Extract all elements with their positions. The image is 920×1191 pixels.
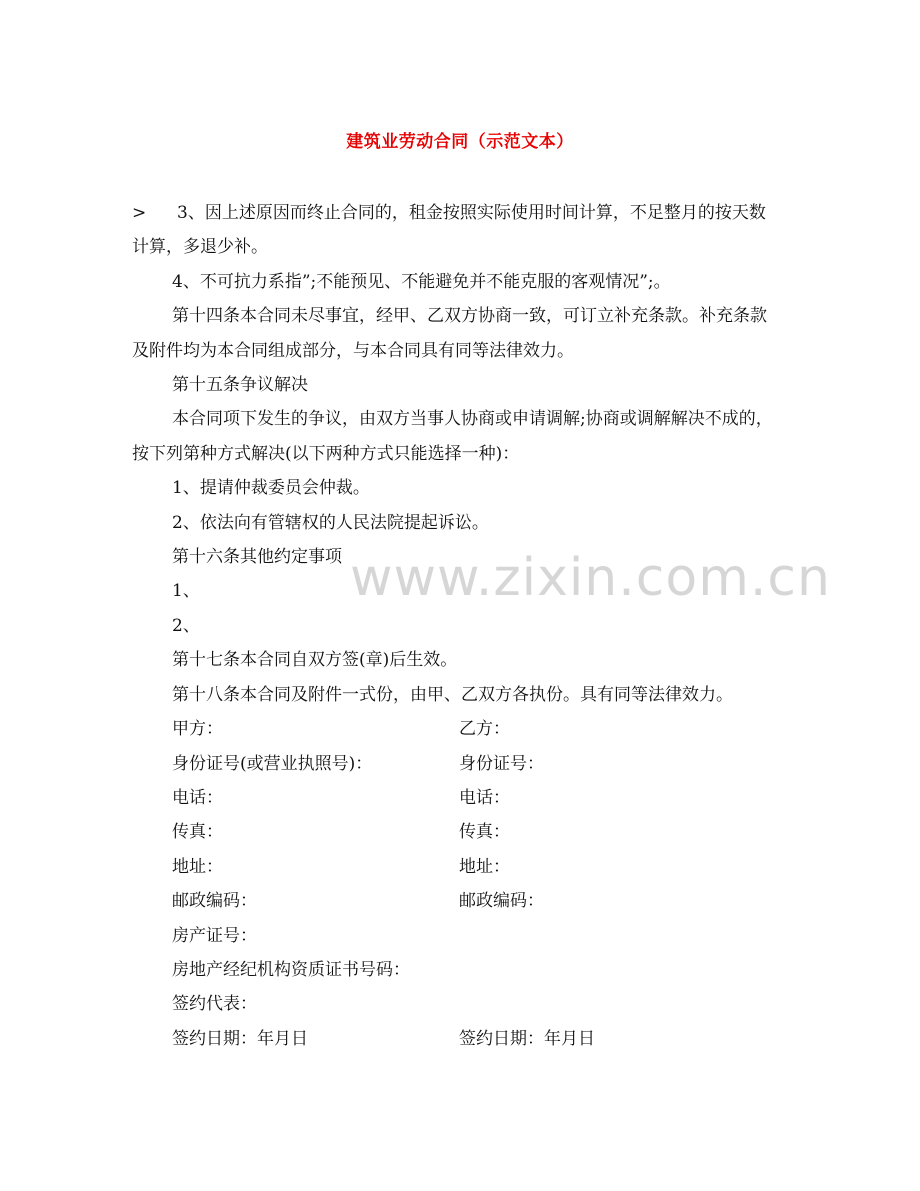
bullet-marker: > [132,203,147,223]
party-b-field: 传真： [459,822,510,843]
party-b-field: 邮政编码： [459,891,544,912]
paragraph-article-17: 第十七条本合同自双方签(章)后生效。 [172,650,458,671]
party-b-field: 电话： [459,787,510,808]
paragraph-clause-4: 4、不可抗力系指”;不能预见、不能避免并不能克服的客观情况”;。 [172,271,671,292]
paragraph-article-18: 第十八条本合同及附件一式份，由甲、乙双方各执份。具有同等法律效力。 [172,684,733,705]
heading-article-16: 第十六条其他约定事项 [172,547,342,568]
signature-row [132,712,780,746]
paragraph-item-1: 1、 [172,581,200,602]
party-a-field: 签约代表： [172,994,257,1015]
signature-row [132,781,780,815]
document-body [132,196,780,1056]
party-b-field: 乙方： [459,719,510,740]
party-a-field: 签约日期：年月日 [172,1028,308,1049]
party-a-field: 地址： [172,856,223,877]
party-b-field [459,953,780,987]
paragraph-dispute: 本合同项下发生的争议，由双方当事人协商或申请调解;协商或调解解决不成的，按下列第种方式解决(以下两种方式只能选择一种)： [132,409,773,464]
paragraph-option-2: 2、依法向有管辖权的人民法院提起诉讼。 [172,512,489,533]
signature-row [132,850,780,884]
paragraph-option-1: 1、提请仲裁委员会仲裁。 [172,478,370,499]
watermark: www.zixin.com.cn [350,548,831,608]
party-b-field [459,919,780,953]
document-title: 建筑业劳动合同（示范文本） [346,132,574,152]
party-b-field [459,987,780,1021]
paragraph-clause-3 [132,196,780,265]
signature-row [132,1022,780,1056]
party-b-field: 签约日期：年月日 [459,1028,595,1049]
signature-row [132,747,780,781]
paragraph-item-2: 2、 [172,615,200,636]
signature-block [132,712,780,1056]
signature-row [132,919,780,953]
party-b-field: 地址： [459,856,510,877]
party-a-field: 电话： [172,787,223,808]
signature-row [132,953,780,987]
party-a-field: 传真： [172,822,223,843]
signature-row [132,884,780,918]
signature-row [132,987,780,1021]
party-a-field: 房产证号： [172,925,257,946]
party-a-field: 甲方： [172,719,223,740]
party-b-field: 身份证号： [459,753,544,774]
party-a-field: 身份证号(或营业执照号)： [172,753,373,774]
party-a-field: 房地产经纪机构资质证书号码： [172,959,410,980]
paragraph-article-14: 第十四条本合同未尽事宜，经甲、乙双方协商一致，可订立补充条款。补充条款及附件均为本合同组成部分，与本合同具有同等法律效力。 [132,306,767,361]
signature-row [132,815,780,849]
paragraph-text: 3、因上述原因而终止合同的，租金按照实际使用时间计算，不足整月的按天数计算，多退少补。 [132,203,766,258]
heading-article-15: 第十五条争议解决 [172,375,308,396]
party-a-field: 邮政编码： [172,891,257,912]
